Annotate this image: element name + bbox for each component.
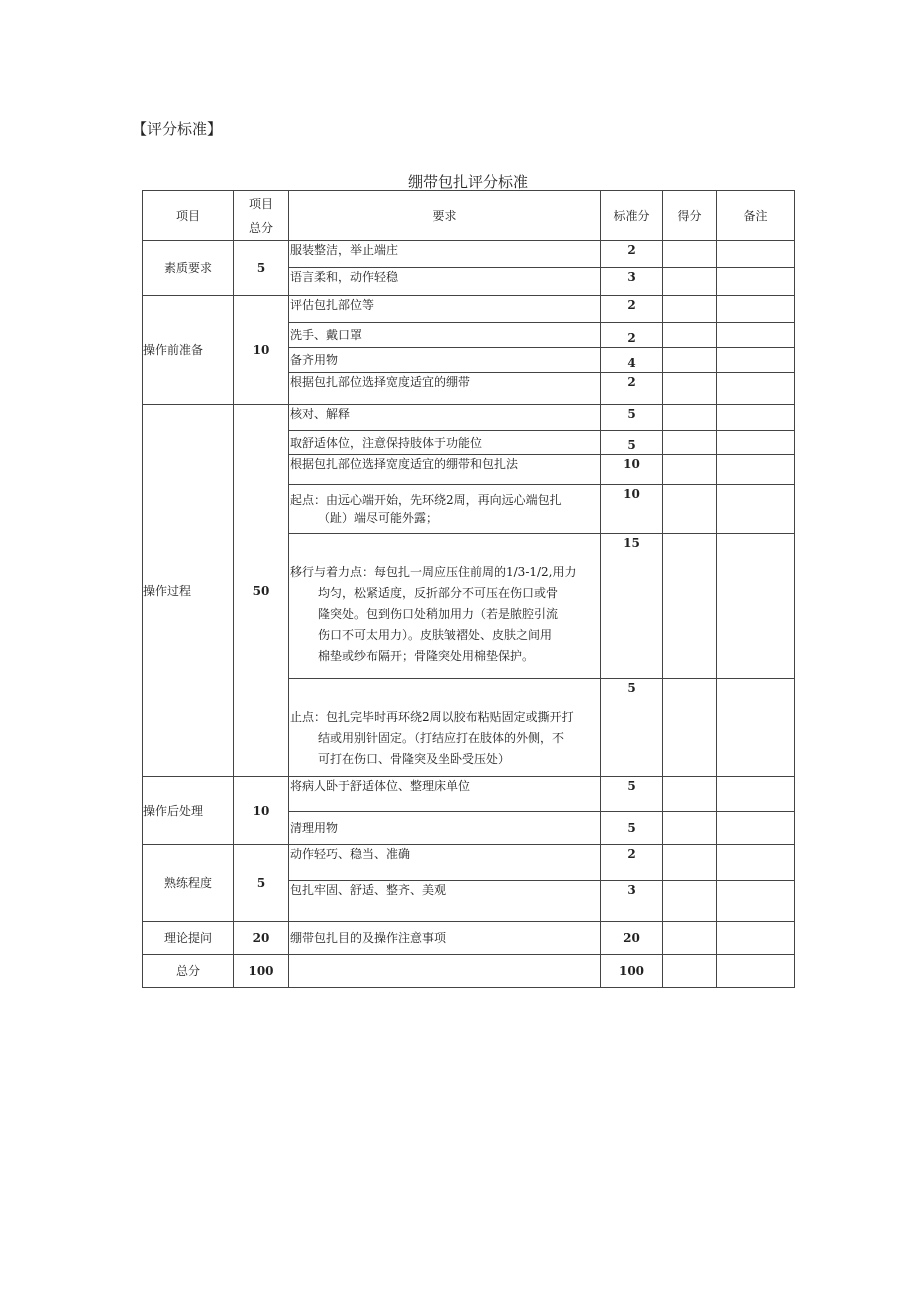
remark-cell[interactable] bbox=[717, 431, 795, 455]
table-row bbox=[143, 845, 795, 881]
summary-total: 100 bbox=[234, 955, 289, 988]
score-cell[interactable] bbox=[663, 485, 717, 534]
remark-cell[interactable] bbox=[717, 812, 795, 845]
remark-cell[interactable] bbox=[717, 922, 795, 955]
standard-score: 2 bbox=[601, 323, 663, 348]
score-cell[interactable] bbox=[663, 679, 717, 777]
standard-score: 5 bbox=[601, 777, 663, 812]
section-item: 操作前准备 bbox=[143, 296, 234, 405]
standard-score: 5 bbox=[601, 679, 663, 777]
summary-requirement bbox=[289, 955, 601, 988]
requirement-line: 结或用别针固定。（打结应打在肢体的外侧，不 bbox=[318, 731, 565, 745]
score-cell[interactable] bbox=[663, 455, 717, 485]
standard-score: 5 bbox=[601, 431, 663, 455]
remark-cell[interactable] bbox=[717, 955, 795, 988]
header-remark: 备注 bbox=[717, 191, 795, 241]
table-title: 绷带包扎评分标准 bbox=[407, 173, 528, 191]
table-row bbox=[143, 241, 795, 268]
score-cell[interactable] bbox=[663, 348, 717, 373]
score-cell[interactable] bbox=[663, 405, 717, 431]
standard-score: 10 bbox=[601, 485, 663, 534]
score-cell[interactable] bbox=[663, 922, 717, 955]
score-cell[interactable] bbox=[663, 881, 717, 922]
header-item: 项目 bbox=[143, 191, 234, 241]
remark-cell[interactable] bbox=[717, 268, 795, 296]
section-item: 素质要求 bbox=[143, 241, 234, 296]
header-total-line2: 总分 bbox=[248, 220, 273, 235]
remark-cell[interactable] bbox=[717, 845, 795, 881]
remark-cell[interactable] bbox=[717, 485, 795, 534]
requirement-cell: 动作轻巧、稳当、准确 bbox=[289, 845, 601, 881]
requirement-cell: 洗手、戴口罩 bbox=[289, 323, 601, 348]
requirement-line: 隆突处。包到伤口处稍加用力（若是脓腔引流 bbox=[318, 607, 559, 621]
requirement-cell: 包扎牢固、舒适、整齐、美观 bbox=[289, 881, 601, 922]
remark-cell[interactable] bbox=[717, 296, 795, 323]
header-standard: 标准分 bbox=[601, 191, 663, 241]
standard-score: 3 bbox=[601, 881, 663, 922]
summary-item: 总分 bbox=[143, 955, 234, 988]
section-total: 20 bbox=[234, 922, 289, 955]
header-score: 得分 bbox=[663, 191, 717, 241]
section-total: 10 bbox=[234, 296, 289, 405]
summary-standard: 100 bbox=[601, 955, 663, 988]
requirement-cell bbox=[289, 485, 601, 534]
remark-cell[interactable] bbox=[717, 323, 795, 348]
requirement-line: 起点：由远心端开始，先环绕2周，再向远心端包扎 bbox=[290, 493, 562, 507]
requirement-line: 伤口不可太用力）。皮肤皱褶处、皮肤之间用 bbox=[318, 628, 553, 642]
table-header-row bbox=[143, 191, 795, 241]
requirement-cell: 语言柔和，动作轻稳 bbox=[289, 268, 601, 296]
remark-cell[interactable] bbox=[717, 373, 795, 405]
requirement-line: 可打在伤口、骨隆突及坐卧受压处） bbox=[318, 752, 511, 766]
section-total: 50 bbox=[234, 405, 289, 777]
remark-cell[interactable] bbox=[717, 455, 795, 485]
standard-score: 3 bbox=[601, 268, 663, 296]
requirement-cell: 取舒适体位，注意保持肢体于功能位 bbox=[289, 431, 601, 455]
remark-cell[interactable] bbox=[717, 777, 795, 812]
remark-cell[interactable] bbox=[717, 348, 795, 373]
requirement-cell bbox=[289, 679, 601, 777]
section-total: 5 bbox=[234, 241, 289, 296]
score-cell[interactable] bbox=[663, 268, 717, 296]
page-heading: 【评分标准】 bbox=[132, 120, 223, 138]
score-cell[interactable] bbox=[663, 373, 717, 405]
standard-score: 2 bbox=[601, 373, 663, 405]
remark-cell[interactable] bbox=[717, 241, 795, 268]
requirement-cell: 评估包扎部位等 bbox=[289, 296, 601, 323]
requirement-line: 移行与着力点：每包扎一周应压住前周的1/3-1/2,用力 bbox=[290, 565, 577, 579]
score-cell[interactable] bbox=[663, 241, 717, 268]
section-item: 理论提问 bbox=[143, 922, 234, 955]
score-cell[interactable] bbox=[663, 296, 717, 323]
scoring-table bbox=[142, 190, 795, 988]
table-row bbox=[143, 296, 795, 323]
requirement-cell: 清理用物 bbox=[289, 812, 601, 845]
standard-score: 4 bbox=[601, 348, 663, 373]
score-cell[interactable] bbox=[663, 777, 717, 812]
section-item: 操作后处理 bbox=[143, 777, 234, 845]
section-item: 操作过程 bbox=[143, 405, 234, 777]
requirement-cell: 根据包扎部位选择宽度适宜的绷带和包扎法 bbox=[289, 455, 601, 485]
section-total: 10 bbox=[234, 777, 289, 845]
remark-cell[interactable] bbox=[717, 881, 795, 922]
section-total: 5 bbox=[234, 845, 289, 922]
requirement-line: 均匀，松紧适度，反折部分不可压在伤口或骨 bbox=[318, 586, 559, 600]
standard-score: 5 bbox=[601, 812, 663, 845]
standard-score: 15 bbox=[601, 534, 663, 679]
requirement-line: 止点：包扎完毕时再环绕2周以胶布粘贴固定或撕开打 bbox=[290, 710, 574, 724]
standard-score: 5 bbox=[601, 405, 663, 431]
standard-score: 10 bbox=[601, 455, 663, 485]
table-row bbox=[143, 405, 795, 431]
section-item: 熟练程度 bbox=[143, 845, 234, 922]
remark-cell[interactable] bbox=[717, 534, 795, 679]
requirement-cell bbox=[289, 534, 601, 679]
standard-score: 2 bbox=[601, 296, 663, 323]
header-requirement: 要求 bbox=[289, 191, 601, 241]
remark-cell[interactable] bbox=[717, 679, 795, 777]
requirement-cell: 备齐用物 bbox=[289, 348, 601, 373]
header-total-line1: 项目 bbox=[248, 196, 273, 211]
score-cell[interactable] bbox=[663, 534, 717, 679]
score-cell[interactable] bbox=[663, 323, 717, 348]
requirement-line: 棉垫或纱布隔开；骨隆突处用棉垫保护。 bbox=[318, 649, 535, 663]
requirement-cell: 核对、解释 bbox=[289, 405, 601, 431]
standard-score: 2 bbox=[601, 241, 663, 268]
standard-score: 20 bbox=[601, 922, 663, 955]
requirement-cell: 绷带包扎目的及操作注意事项 bbox=[289, 922, 601, 955]
remark-cell[interactable] bbox=[717, 405, 795, 431]
requirement-cell: 服装整洁，举止端庄 bbox=[289, 241, 601, 268]
header-total bbox=[234, 191, 289, 241]
score-cell[interactable] bbox=[663, 845, 717, 881]
summary-row bbox=[143, 955, 795, 988]
table-row bbox=[143, 777, 795, 812]
requirement-cell: 根据包扎部位选择宽度适宜的绷带 bbox=[289, 373, 601, 405]
score-cell[interactable] bbox=[663, 955, 717, 988]
standard-score: 2 bbox=[601, 845, 663, 881]
score-cell[interactable] bbox=[663, 812, 717, 845]
requirement-line: （趾）端尽可能外露； bbox=[318, 511, 439, 525]
requirement-cell: 将病人卧于舒适体位、整理床单位 bbox=[289, 777, 601, 812]
table-row bbox=[143, 922, 795, 955]
score-cell[interactable] bbox=[663, 431, 717, 455]
